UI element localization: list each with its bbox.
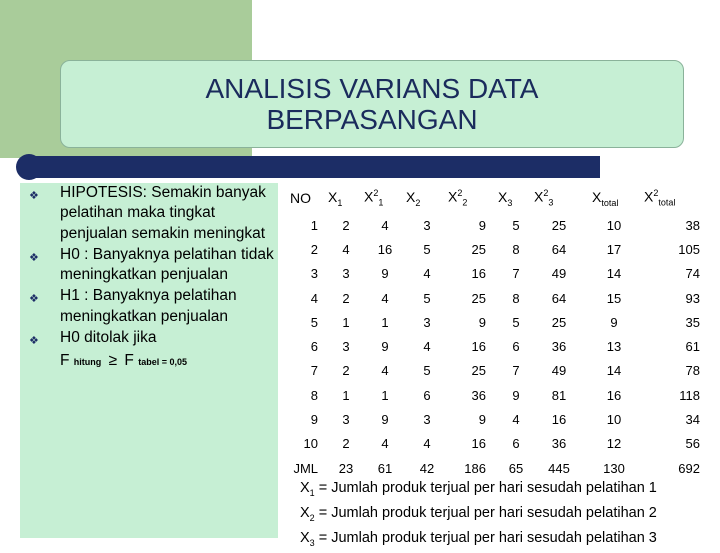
table-cell: 6 (310, 339, 318, 355)
table-cell: 118 (679, 387, 700, 403)
table-cell: 16 (471, 436, 486, 452)
table-cell: 2 (342, 290, 350, 306)
table-cell: 34 (685, 412, 700, 428)
table-cell: 93 (685, 290, 700, 306)
table-cell: 9 (478, 314, 486, 330)
table-cell: 5 (423, 241, 431, 257)
table-cell: 36 (471, 387, 486, 403)
table-body (282, 213, 712, 480)
table-cell: 23 (338, 460, 354, 476)
table-cell: 6 (423, 387, 431, 403)
column-header: $X^2_2$ (448, 188, 468, 208)
table-cell: 25 (471, 363, 486, 379)
table-cell: 17 (606, 241, 622, 257)
table-row (282, 262, 712, 286)
table-cell: 3 (423, 412, 431, 428)
table-cell: 9 (512, 387, 520, 403)
table-cell: 1 (342, 314, 350, 330)
table-cell: 78 (685, 363, 700, 379)
formula-sub-tabel: tabel = 0,05 (138, 357, 187, 368)
data-table-area (282, 183, 718, 480)
table-cell: 3 (423, 217, 431, 233)
bullet-text: H0 ditolak jika (60, 329, 157, 347)
slide-title-line-2: BERPASANGAN (266, 104, 478, 135)
table-cell: 3 (423, 314, 431, 330)
formula-line (28, 348, 274, 372)
table-cell: 49 (551, 363, 567, 379)
legend-notes (300, 478, 716, 553)
table-cell: 4 (423, 339, 431, 355)
table-cell: 4 (423, 436, 431, 452)
table-cell: 16 (471, 266, 486, 282)
table-cell: 6 (512, 436, 520, 452)
table-header-row (282, 183, 712, 213)
table-row (282, 286, 712, 310)
table-cell: 7 (310, 363, 318, 379)
hypothesis-list (28, 183, 274, 373)
table-cell: 64 (551, 290, 567, 306)
table-cell: 65 (508, 460, 524, 476)
note-line: $X_2$ = Jumlah produk terjual per hari sesudah pelatihan 2 (300, 504, 657, 523)
table-cell: 4 (381, 363, 389, 379)
note-line: $X_3$ = Jumlah produk terjual per hari sesudah pelatihan 3 (300, 529, 657, 548)
hypothesis-panel (20, 183, 278, 538)
table-cell: 6 (512, 339, 520, 355)
table-cell: 7 (512, 266, 520, 282)
table-cell: 445 (548, 460, 570, 476)
table-cell: 38 (685, 217, 700, 233)
table-cell: 4 (381, 436, 389, 452)
column-header: $X^2_{total}$ (644, 188, 676, 208)
table-cell: 5 (423, 363, 431, 379)
table-cell: JML (293, 460, 318, 476)
column-header: $X_3$ (498, 188, 513, 208)
bullet-item (28, 286, 274, 327)
table-row (282, 334, 712, 358)
table-cell: 3 (342, 412, 350, 428)
note-line: $X_1$ = Jumlah produk terjual per hari sesudah pelatihan 1 (300, 480, 657, 498)
table-cell: 14 (606, 363, 622, 379)
table-row (282, 432, 712, 456)
table-cell: 2 (342, 436, 350, 452)
table-cell: 9 (381, 339, 389, 355)
formula-operator: ≥ (108, 352, 118, 370)
table-cell: 9 (478, 412, 486, 428)
table-cell: 7 (512, 363, 520, 379)
column-header: NO (290, 190, 311, 206)
table-row (282, 407, 712, 431)
table-cell: 1 (381, 314, 389, 330)
table-cell: 16 (606, 387, 622, 403)
table-cell: 2 (342, 363, 350, 379)
table-cell: 9 (381, 266, 389, 282)
table-cell: 9 (381, 412, 389, 428)
table-cell: 4 (310, 290, 318, 306)
table-cell: 56 (685, 436, 700, 452)
table-cell: 5 (512, 217, 520, 233)
bullet-text: HIPOTESIS: Semakin banyak pelatihan maka tingkat penjualan semakin meningkat (60, 184, 266, 242)
table-cell: 2 (310, 241, 318, 257)
table-cell: 5 (512, 314, 520, 330)
table-row (282, 310, 712, 334)
table-cell: 9 (610, 314, 618, 330)
table-cell: 13 (606, 339, 622, 355)
table-cell: 12 (606, 436, 622, 452)
diamond-bullet-icon: ❖ (29, 251, 39, 264)
column-header: $X_1$ (328, 188, 343, 208)
table-cell: 5 (310, 314, 318, 330)
column-header: $X_2$ (406, 188, 421, 208)
table-cell: 3 (310, 266, 318, 282)
bullet-item (28, 328, 274, 348)
table-row (282, 237, 712, 261)
table-cell: 15 (606, 290, 622, 306)
table-cell: 186 (464, 460, 486, 476)
table-cell: 4 (423, 266, 431, 282)
table-cell: 16 (551, 412, 567, 428)
table-cell: 42 (419, 460, 435, 476)
bullet-text: H0 : Banyaknya pelatihan tidak meningkatkan penjualan (60, 245, 274, 284)
table-cell: 105 (678, 241, 700, 257)
bullet-item (28, 183, 274, 244)
table-cell: 9 (310, 412, 318, 428)
table-row (282, 456, 712, 480)
bullet-text: H1 : Banyaknya pelatihan meningkatkan penjualan (60, 287, 237, 325)
table-cell: 10 (606, 412, 622, 428)
table-cell: 49 (551, 266, 567, 282)
table-cell: 16 (471, 339, 486, 355)
table-cell: 8 (512, 290, 520, 306)
slide-title-line-1: ANALISIS VARIANS DATA (205, 73, 539, 104)
table-cell: 8 (310, 387, 318, 403)
table-cell: 74 (685, 266, 700, 282)
table-cell: 10 (303, 436, 318, 452)
table-cell: 36 (551, 339, 567, 355)
table-cell: 4 (381, 217, 389, 233)
formula-sub-hitung: hitung (73, 357, 102, 368)
table-cell: 64 (551, 241, 567, 257)
data-table (282, 183, 712, 480)
table-cell: 4 (381, 290, 389, 306)
table-cell: 2 (342, 217, 350, 233)
table-cell: 1 (342, 387, 350, 403)
table-cell: 3 (342, 266, 350, 282)
table-cell: 9 (478, 217, 486, 233)
table-cell: 61 (377, 460, 393, 476)
table-cell: 61 (685, 339, 700, 355)
divider-bar (28, 156, 600, 178)
column-header: $X_{total}$ (592, 188, 619, 208)
formula-f-right: F (124, 352, 134, 370)
diamond-bullet-icon: ❖ (29, 190, 39, 202)
table-cell: 25 (471, 241, 486, 257)
table-cell: 35 (685, 314, 700, 330)
diamond-bullet-icon: ❖ (29, 335, 39, 348)
table-cell: 25 (551, 217, 567, 233)
table-cell: 8 (512, 241, 520, 257)
table-cell: 10 (606, 217, 622, 233)
table-row (282, 213, 712, 237)
table-cell: 81 (551, 387, 567, 403)
column-header: $X^2_1$ (364, 188, 384, 208)
table-row (282, 359, 712, 383)
title-box (60, 60, 684, 148)
table-cell: 1 (310, 217, 318, 233)
column-header: $X^2_3$ (534, 188, 554, 208)
table-cell: 25 (471, 290, 486, 306)
formula-f-left: F (60, 352, 70, 370)
bullet-item (28, 245, 274, 286)
table-cell: 692 (678, 460, 700, 476)
table-cell: 130 (603, 460, 625, 476)
table-cell: 25 (551, 314, 567, 330)
table-cell: 3 (342, 339, 350, 355)
table-cell: 14 (606, 266, 622, 282)
table-cell: 36 (551, 436, 567, 452)
table-cell: 4 (512, 412, 520, 428)
diamond-bullet-icon: ❖ (29, 293, 39, 306)
table-cell: 4 (342, 241, 350, 257)
table-cell: 16 (377, 241, 393, 257)
table-cell: 5 (423, 290, 431, 306)
table-cell: 1 (381, 387, 389, 403)
table-row (282, 383, 712, 407)
